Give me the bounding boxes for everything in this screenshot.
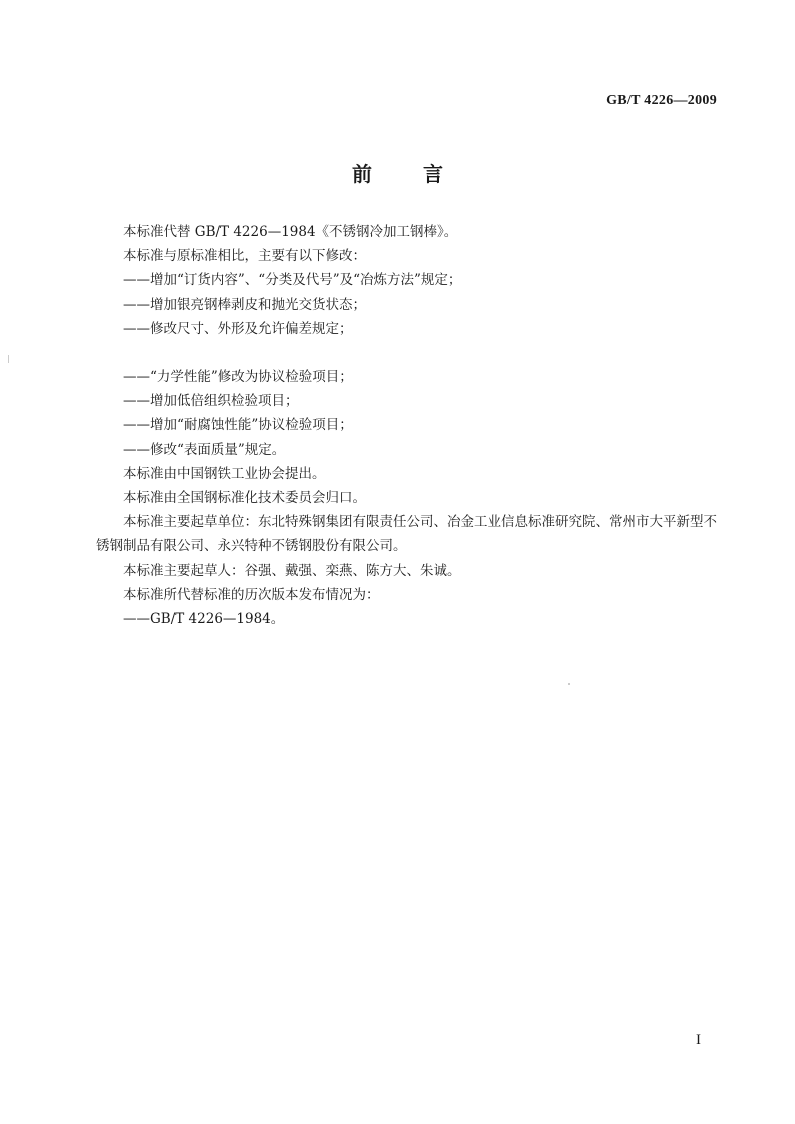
change-item: ——“力学性能”修改为协议检验项目； (123, 369, 353, 386)
preface-body (96, 220, 721, 631)
paragraph-drafting-units: 本标准主要起草单位：东北特殊钢集团有限责任公司、冶金工业信息标准研究院、常州市大平新型不锈钢制品有限公司、永兴特种不锈钢股份有限公司。 (96, 514, 717, 555)
paragraph-history-intro: 本标准所代替标准的历次版本发布情况为： (123, 586, 380, 603)
scan-speck (568, 683, 570, 685)
change-item: ——增加低倍组织检验项目； (123, 393, 299, 410)
change-item: ——增加银亮钢棒剥皮和抛光交货状态； (123, 296, 366, 313)
change-item: ——修改“表面质量”规定。 (123, 441, 286, 458)
page-number: I (696, 1032, 701, 1048)
paragraph-proposer: 本标准由中国钢铁工业协会提出。 (123, 465, 326, 482)
change-item: ——修改尺寸、外形及允许偏差规定； (123, 320, 353, 337)
paragraph-drafters: 本标准主要起草人：谷强、戴强、栾燕、陈方大、朱诚。 (123, 562, 461, 579)
scan-mark (8, 355, 9, 363)
blank-line (96, 341, 721, 365)
standard-code: GB/T 4226—2009 (606, 93, 717, 108)
page-title: 前 言 (352, 162, 465, 186)
change-item: ——增加“订货内容”、“分类及代号”及“冶炼方法”规定； (123, 272, 462, 289)
paragraph-committee: 本标准由全国钢标准化技术委员会归口。 (123, 490, 366, 507)
change-item: ——增加“耐腐蚀性能”协议检验项目； (123, 417, 353, 434)
history-item: ——GB/T 4226—1984。 (123, 611, 285, 628)
paragraph-changes-intro: 本标准与原标准相比，主要有以下修改： (123, 248, 366, 265)
paragraph-replaces: 本标准代替 GB/T 4226—1984《不锈钢冷加工钢棒》。 (123, 224, 458, 240)
